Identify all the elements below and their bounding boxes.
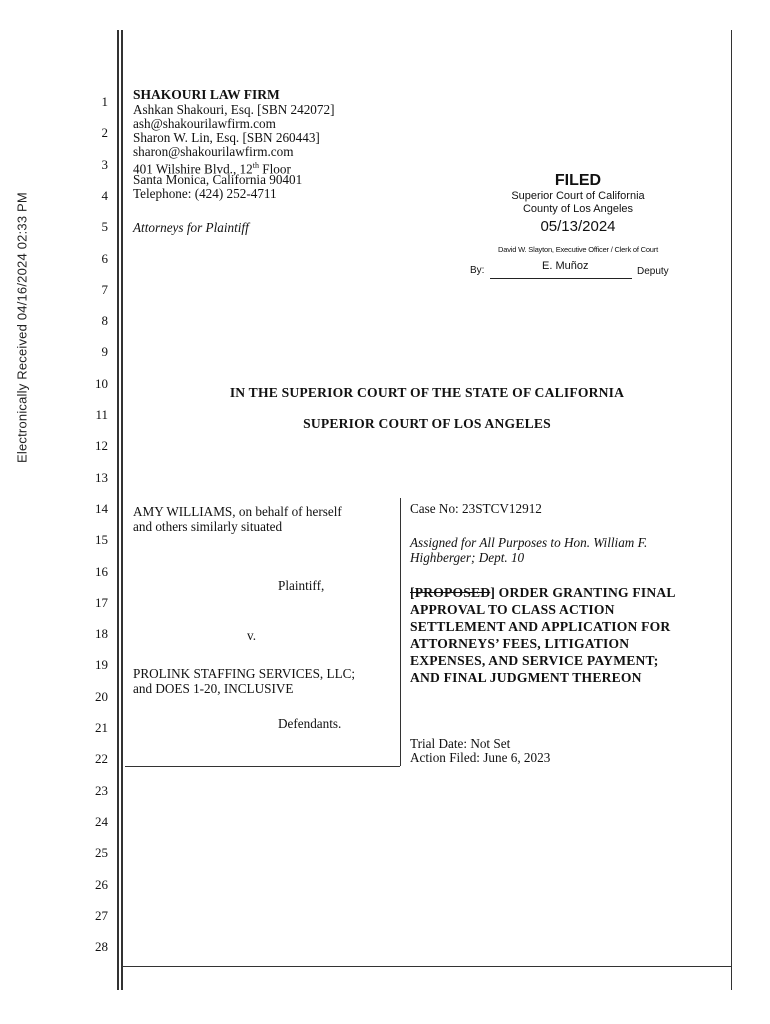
address-prefix: 401 Wilshire Blvd., 12 (133, 161, 253, 177)
trial-date: Trial Date: Not Set (410, 736, 511, 751)
line-number: 16 (95, 563, 108, 579)
line-number: 24 (95, 813, 108, 829)
line-number: 19 (95, 657, 108, 673)
address-sup: th (252, 161, 259, 170)
plaintiff-line-2: and others similarly situated (133, 519, 283, 534)
counsel-phone: Telephone: (424) 252-4711 (133, 186, 277, 201)
defendant-line-1: PROLINK STAFFING SERVICES, LLC; (133, 666, 356, 681)
defendant-line-2: and DOES 1-20, INCLUSIVE (133, 681, 294, 696)
line-number: 17 (95, 594, 108, 610)
court-title-2: SUPERIOR COURT OF LOS ANGELES (303, 416, 551, 431)
left-margin-rule-inner (121, 30, 123, 990)
defendant-label: Defendants. (278, 716, 342, 731)
line-number: 11 (95, 407, 108, 422)
line-number: 4 (101, 187, 108, 203)
order-title-line-5: EXPENSES, AND SERVICE PAYMENT; (410, 653, 659, 668)
line-number: 7 (101, 281, 108, 297)
counsel-line-3: Sharon W. Lin, Esq. [SBN 260443] (133, 130, 320, 145)
line-number: 14 (95, 500, 108, 516)
line-number: 27 (95, 907, 108, 923)
order-title-first-rest: ] ORDER GRANTING FINAL (490, 585, 676, 600)
line-number: 15 (95, 532, 108, 548)
order-title-line-6: AND FINAL JUDGMENT THEREON (410, 670, 642, 685)
line-number: 28 (95, 939, 108, 955)
left-margin-rule-outer (117, 30, 119, 990)
line-number: 25 (95, 845, 108, 861)
address-suffix: Floor (258, 161, 291, 177)
line-number: 22 (95, 751, 108, 767)
line-number: 20 (95, 688, 108, 704)
plaintiff-label: Plaintiff, (278, 578, 325, 593)
filed-title: FILED (554, 172, 602, 189)
assigned-line-1: Assigned for All Purposes to Hon. William F. (410, 535, 648, 550)
line-number: 21 (95, 720, 108, 735)
assigned-line-2: Highberger; Dept. 10 (410, 550, 525, 565)
electronic-receipt-stamp: Electronically Received 04/16/2024 02:33 PM (14, 192, 30, 463)
counsel-role: Attorneys for Plaintiff (133, 220, 249, 235)
line-number: 5 (101, 219, 108, 235)
filed-by-underline (490, 278, 632, 279)
line-number: 23 (95, 782, 108, 798)
filed-officer: David W. Slayton, Executive Officer / Clerk of Court (498, 245, 658, 254)
line-number: 8 (101, 313, 108, 329)
filed-by-label: By: (470, 265, 485, 276)
order-title-line-1 (410, 584, 676, 601)
line-number: 1 (101, 94, 108, 109)
line-number: 10 (95, 375, 108, 391)
filed-date: 05/13/2024 (540, 218, 616, 235)
line-number: 2 (101, 125, 108, 141)
line-number: 3 (101, 156, 108, 172)
filed-deputy: Deputy (637, 266, 669, 277)
order-title-line-2: APPROVAL TO CLASS ACTION (410, 602, 615, 617)
line-number: 12 (95, 438, 108, 454)
counsel-city: Santa Monica, California 90401 (133, 172, 303, 187)
versus: v. (247, 628, 257, 643)
firm-name: SHAKOURI LAW FIRM (133, 87, 280, 102)
caption-divider (400, 498, 401, 766)
line-number: 9 (101, 344, 108, 360)
court-title-1: IN THE SUPERIOR COURT OF THE STATE OF CALIFORNIA (229, 385, 625, 400)
action-filed: Action Filed: June 6, 2023 (410, 750, 551, 765)
right-margin-rule (731, 30, 732, 990)
counsel-line-1: Ashkan Shakouri, Esq. [SBN 242072] (133, 102, 335, 117)
order-title-line-4: ATTORNEYS’ FEES, LITIGATION (410, 636, 630, 651)
line-number: 18 (95, 626, 108, 642)
order-title-line-3: SETTLEMENT AND APPLICATION FOR (410, 619, 671, 634)
proposed-strikethrough: [PROPOSED (410, 585, 491, 600)
filed-clerk: E. Muñoz (542, 260, 589, 272)
case-number: Case No: 23STCV12912 (410, 501, 542, 516)
filed-county: County of Los Angeles (522, 203, 634, 215)
caption-bottom-rule (125, 766, 400, 767)
counsel-line-4: sharon@shakourilawfirm.com (133, 144, 294, 159)
line-number: 13 (95, 469, 108, 485)
filed-court: Superior Court of California (511, 190, 645, 202)
line-number: 26 (95, 876, 108, 892)
plaintiff-line-1: AMY WILLIAMS, on behalf of herself (133, 504, 342, 519)
counsel-line-2: ash@shakourilawfirm.com (133, 116, 276, 131)
footer-rule (123, 966, 731, 967)
line-number: 6 (101, 250, 108, 266)
